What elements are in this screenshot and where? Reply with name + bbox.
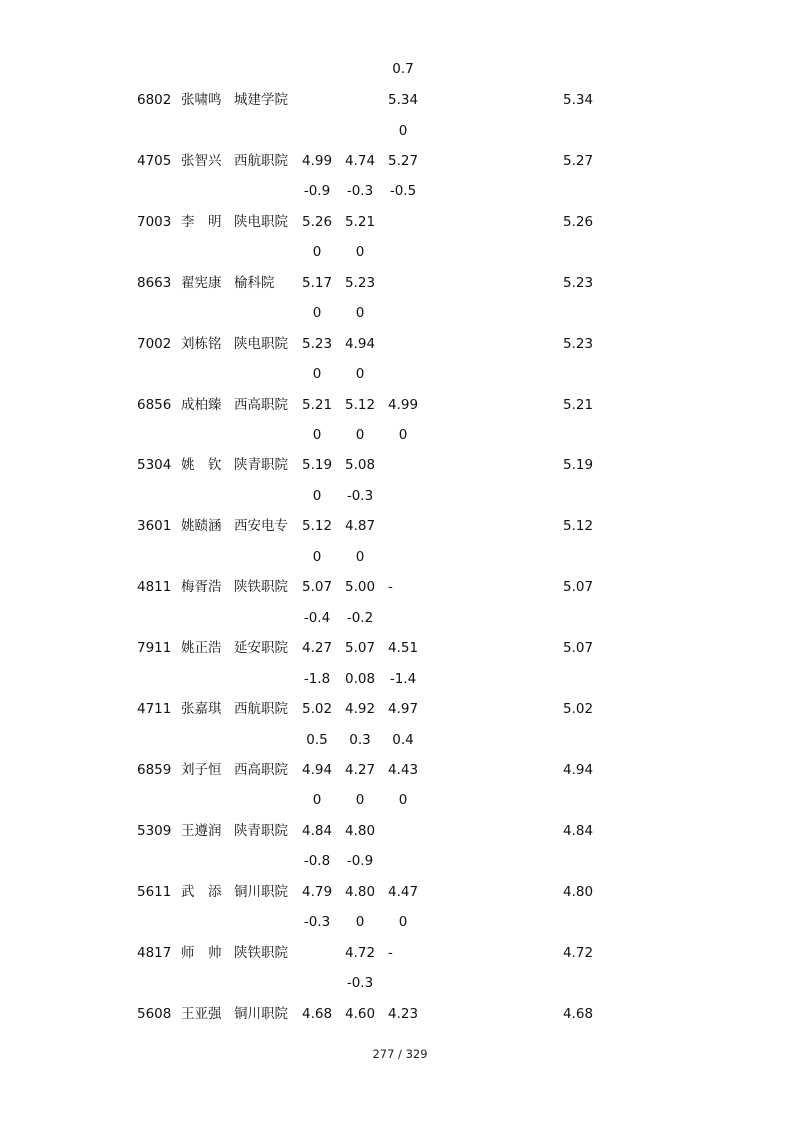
attempt-2-mark: 4.60 <box>345 1005 376 1022</box>
wind-row <box>0 911 800 933</box>
attempt-1-wind: 0 <box>312 792 322 809</box>
table-row <box>0 394 800 416</box>
wind-row <box>0 180 800 202</box>
attempt-1-wind: 0 <box>312 487 322 504</box>
table-row <box>0 942 800 964</box>
table-row <box>0 211 800 233</box>
attempt-2-wind: -0.2 <box>346 609 374 626</box>
attempt-1-mark: 4.27 <box>302 640 333 657</box>
attempt-2-mark: 4.80 <box>345 883 376 900</box>
table-row <box>0 333 800 355</box>
attempt-1-wind: 0 <box>312 244 322 261</box>
best-mark: 5.23 <box>563 335 594 352</box>
attempt-2-wind: 0 <box>355 244 365 261</box>
athlete-name: 梅胥浩 <box>181 579 222 596</box>
team-name: 西高职院 <box>234 396 288 413</box>
best-mark: 4.80 <box>563 883 594 900</box>
attempt-2-mark: 4.92 <box>345 701 376 717</box>
table-row <box>0 1003 800 1025</box>
best-mark: 5.21 <box>563 396 594 413</box>
best-mark: 5.26 <box>563 213 594 230</box>
best-mark: 5.12 <box>563 518 594 535</box>
attempt-3-mark: 5.27 <box>388 152 419 169</box>
team-name: 铜川职院 <box>234 883 288 900</box>
team-name: 陕铁职院 <box>234 579 288 596</box>
athlete-name: 师 帅 <box>181 944 222 961</box>
athlete-name: 姚 钦 <box>181 457 222 474</box>
team-name: 陕铁职院 <box>234 944 288 961</box>
team-name: 陕青职院 <box>234 457 288 474</box>
attempt-1-mark: 4.84 <box>302 822 333 839</box>
team-name: 陕电职院 <box>234 213 288 230</box>
athlete-name: 姚赜涵 <box>181 518 222 535</box>
bib-number: 4811 <box>137 579 172 596</box>
athlete-name: 武 添 <box>181 883 222 900</box>
carryover-wind-line <box>0 58 800 80</box>
attempt-1-wind: 0 <box>312 305 322 322</box>
table-row <box>0 881 800 903</box>
attempt-3-mark: 4.43 <box>388 761 419 778</box>
team-name: 西安电专 <box>234 518 288 535</box>
best-mark: 4.72 <box>563 944 594 961</box>
bib-number: 5611 <box>137 883 172 900</box>
bib-number: 6859 <box>137 761 172 778</box>
best-mark: 5.34 <box>563 92 594 108</box>
wind-row <box>0 424 800 446</box>
attempt-3-wind: -1.4 <box>389 670 417 687</box>
best-mark: 5.07 <box>563 579 594 596</box>
attempt-1-mark: 4.99 <box>302 152 333 169</box>
attempt-2-wind: 0 <box>355 914 365 931</box>
attempt-1-mark: 5.23 <box>302 335 333 352</box>
attempt-2-mark: 4.74 <box>345 152 376 169</box>
bib-number: 4705 <box>137 152 172 169</box>
bib-number: 4817 <box>137 944 172 961</box>
attempt-1-mark: 4.94 <box>302 761 333 778</box>
athlete-name: 张智兴 <box>181 152 222 169</box>
attempt-3-wind: 0.4 <box>392 731 414 748</box>
best-mark: 5.23 <box>563 274 594 291</box>
bib-number: 3601 <box>137 518 172 535</box>
wind-row <box>0 789 800 811</box>
attempt-1-mark: 4.68 <box>302 1005 333 1022</box>
wind-row <box>0 972 800 994</box>
bib-number: 4711 <box>137 701 172 717</box>
team-name: 西高职院 <box>234 761 288 778</box>
attempt-3-wind: 0 <box>398 792 408 809</box>
attempt-1-mark: 5.07 <box>302 579 333 596</box>
team-name: 榆科院 <box>234 274 275 291</box>
wind-row <box>0 363 800 385</box>
attempt-2-wind: 0.3 <box>349 731 371 748</box>
attempt-3-mark: 4.97 <box>388 701 419 717</box>
table-row <box>0 150 800 172</box>
attempt-1-wind: 0 <box>312 366 322 383</box>
wind-row <box>0 607 800 629</box>
team-name: 铜川职院 <box>234 1005 288 1022</box>
attempt-3-wind: 0 <box>398 427 408 443</box>
wind-reading: 0.7 <box>392 61 414 77</box>
bib-number: 7003 <box>137 213 172 230</box>
athlete-name: 王遵润 <box>181 822 222 839</box>
table-row <box>0 698 800 720</box>
athlete-name: 王亚强 <box>181 1005 222 1022</box>
wind-row <box>0 668 800 690</box>
best-mark: 5.27 <box>563 152 594 169</box>
attempt-2-wind: 0.08 <box>345 670 376 687</box>
team-name: 延安职院 <box>234 640 288 657</box>
athlete-name: 姚正浩 <box>181 640 222 657</box>
bib-number: 6802 <box>137 92 172 108</box>
team-name: 陕青职院 <box>234 822 288 839</box>
athlete-name: 张啸鸣 <box>181 92 222 108</box>
attempt-1-mark: 5.26 <box>302 213 333 230</box>
bib-number: 8663 <box>137 274 172 291</box>
athlete-name: 张嘉琪 <box>181 701 222 717</box>
athlete-name: 成柏臻 <box>181 396 222 413</box>
attempt-3-mark: 4.99 <box>388 396 419 413</box>
table-row <box>0 272 800 294</box>
attempt-3-wind: -0.5 <box>389 183 417 200</box>
attempt-1-mark: 4.79 <box>302 883 333 900</box>
attempt-3-mark: 5.34 <box>388 92 419 108</box>
attempt-1-wind: -0.9 <box>303 183 331 200</box>
attempt-2-wind: -0.3 <box>346 487 374 504</box>
attempt-1-wind: 0.5 <box>306 731 328 748</box>
bib-number: 7002 <box>137 335 172 352</box>
attempt-2-mark: 4.27 <box>345 761 376 778</box>
team-name: 西航职院 <box>234 152 288 169</box>
athlete-name: 李 明 <box>181 213 222 230</box>
attempt-1-wind: 0 <box>312 548 322 565</box>
table-row <box>0 515 800 537</box>
athlete-name: 翟宪康 <box>181 274 222 291</box>
best-mark: 5.02 <box>563 701 594 717</box>
attempt-1-wind: -0.8 <box>303 853 331 870</box>
attempt-1-wind: -0.4 <box>303 609 331 626</box>
wind-row <box>0 120 800 142</box>
table-row <box>0 454 800 476</box>
best-mark: 4.84 <box>563 822 594 839</box>
attempt-2-wind: 0 <box>355 792 365 809</box>
attempt-3-wind: 0 <box>398 914 408 931</box>
attempt-2-mark: 4.94 <box>345 335 376 352</box>
attempt-3-wind: 0 <box>398 122 408 139</box>
wind-row <box>0 546 800 568</box>
table-row <box>0 576 800 598</box>
attempt-1-wind: -1.8 <box>303 670 331 687</box>
attempt-3-mark: 4.51 <box>388 640 419 657</box>
attempt-2-wind: -0.9 <box>346 853 374 870</box>
attempt-2-wind: 0 <box>355 305 365 322</box>
athlete-name: 刘子恒 <box>181 761 222 778</box>
attempt-2-mark: 4.80 <box>345 822 376 839</box>
attempt-2-wind: -0.3 <box>346 975 374 992</box>
attempt-2-wind: -0.3 <box>346 183 374 200</box>
page-number: 277 / 329 <box>372 1047 428 1061</box>
attempt-1-mark: 5.12 <box>302 518 333 535</box>
team-name: 城建学院 <box>234 92 288 108</box>
attempt-1-wind: 0 <box>312 427 322 443</box>
bib-number: 7911 <box>137 640 172 657</box>
attempt-3-mark: - <box>388 579 393 596</box>
athlete-name: 刘栋铭 <box>181 335 222 352</box>
attempt-1-mark: 5.02 <box>302 701 333 717</box>
attempt-2-wind: 0 <box>355 548 365 565</box>
attempt-3-mark: - <box>388 944 393 961</box>
bib-number: 6856 <box>137 396 172 413</box>
wind-row <box>0 850 800 872</box>
attempt-2-mark: 5.00 <box>345 579 376 596</box>
attempt-2-wind: 0 <box>355 427 365 443</box>
best-mark: 5.19 <box>563 457 594 474</box>
team-name: 西航职院 <box>234 701 288 717</box>
best-mark: 4.94 <box>563 761 594 778</box>
attempt-2-mark: 4.87 <box>345 518 376 535</box>
attempt-3-mark: 4.23 <box>388 1005 419 1022</box>
table-row <box>0 637 800 659</box>
attempt-1-mark: 5.21 <box>302 396 333 413</box>
attempt-1-wind: -0.3 <box>303 914 331 931</box>
wind-row <box>0 302 800 324</box>
wind-row <box>0 241 800 263</box>
attempt-2-mark: 5.12 <box>345 396 376 413</box>
attempt-3-mark: 4.47 <box>388 883 419 900</box>
attempt-2-mark: 5.07 <box>345 640 376 657</box>
attempt-2-mark: 4.72 <box>345 944 376 961</box>
wind-row <box>0 729 800 751</box>
table-row <box>0 89 800 111</box>
attempt-2-mark: 5.23 <box>345 274 376 291</box>
team-name: 陕电职院 <box>234 335 288 352</box>
attempt-1-mark: 5.17 <box>302 274 333 291</box>
best-mark: 5.07 <box>563 640 594 657</box>
best-mark: 4.68 <box>563 1005 594 1022</box>
bib-number: 5608 <box>137 1005 172 1022</box>
table-row <box>0 759 800 781</box>
bib-number: 5304 <box>137 457 172 474</box>
attempt-2-mark: 5.08 <box>345 457 376 474</box>
attempt-2-mark: 5.21 <box>345 213 376 230</box>
attempt-2-wind: 0 <box>355 366 365 383</box>
bib-number: 5309 <box>137 822 172 839</box>
attempt-1-mark: 5.19 <box>302 457 333 474</box>
wind-row <box>0 485 800 507</box>
table-row <box>0 820 800 842</box>
